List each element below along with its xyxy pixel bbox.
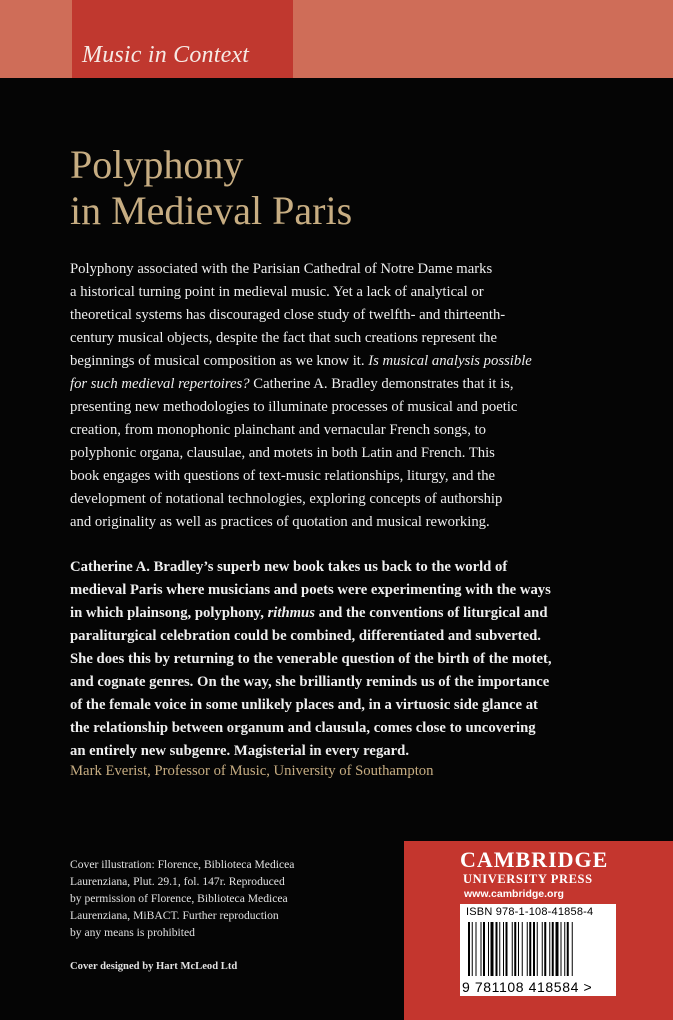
barcode-bar <box>564 922 565 976</box>
barcode-bar <box>552 922 554 976</box>
barcode-bar <box>468 922 470 976</box>
description-text: presenting new methodologies to illuminate processes of musical and poetic <box>70 399 518 415</box>
barcode-bar <box>544 922 546 976</box>
credit-line: by permission of Florence, Biblioteca Medicea <box>70 892 288 905</box>
review-text: the relationship between organum and clausula, comes close to uncovering <box>70 720 536 736</box>
review-line <box>70 648 570 671</box>
credit-line: Cover illustration: Florence, Biblioteca Medicea <box>70 858 295 871</box>
book-title <box>70 142 352 234</box>
barcode-bar <box>537 922 538 976</box>
publisher-name: CAMBRIDGE <box>460 847 609 872</box>
barcode-bar <box>522 922 523 976</box>
barcode <box>460 904 616 996</box>
book-description <box>70 258 570 534</box>
barcode-bar <box>491 922 494 976</box>
review-text: medieval Paris where musicians and poets were experimenting with the ways <box>70 582 551 598</box>
barcode-bar <box>499 922 500 976</box>
publisher-website: www.cambridge.org <box>464 888 564 900</box>
description-text: creation, from monophonic plainchant and vernacular French songs, to <box>70 422 487 438</box>
barcode-bar <box>512 922 513 976</box>
description-line <box>70 488 570 511</box>
isbn-label: ISBN 978-1-108-41858-4 <box>466 906 594 918</box>
description-line <box>70 304 570 327</box>
review-quote <box>70 556 570 763</box>
review-text: of the female voice in some unlikely places and, in a virtuosic side glance at <box>70 697 538 713</box>
description-text: beginnings of musical composition as we know it. <box>70 353 369 369</box>
description-text: a historical turning point in medieval music. Yet a lack of analytical or <box>70 284 484 300</box>
description-line <box>70 465 570 488</box>
publisher-subname: UNIVERSITY PRESS <box>463 872 593 886</box>
description-text: and originality as well as practices of quotation and musical reworking. <box>70 514 490 530</box>
barcode-bar <box>496 922 498 976</box>
review-text: and cognate genres. On the way, she brilliantly reminds us of the importance <box>70 674 550 690</box>
review-line <box>70 671 570 694</box>
review-line <box>70 625 570 648</box>
cover-illustration-credit <box>70 856 294 941</box>
barcode-digits: 9 781108 418584 > <box>462 979 593 995</box>
description-text: book engages with questions of text-music relationships, liturgy, and the <box>70 468 496 484</box>
description-line <box>70 396 570 419</box>
review-text: paraliturgical celebration could be combined, differentiated and subverted. <box>70 628 541 644</box>
description-text: development of notational technologies, exploring concepts of authorship <box>70 491 503 507</box>
description-text: theoretical systems has discouraged close study of twelfth- and thirteenth- <box>70 307 506 323</box>
barcode-bar <box>481 922 482 976</box>
barcode-bar <box>533 922 535 976</box>
description-text: Catherine A. Bradley demonstrates that it is, <box>249 376 514 392</box>
review-attribution: Mark Everist, Professor of Music, University of Southampton <box>70 763 434 779</box>
barcode-bar <box>561 922 562 976</box>
review-line <box>70 556 570 579</box>
book-title-line: in Medieval Paris <box>70 188 353 233</box>
barcode-bar <box>503 922 504 976</box>
description-line <box>70 258 570 281</box>
barcode-bar <box>518 922 519 976</box>
barcode-bar <box>542 922 543 976</box>
review-text: an entirely new subgenre. Magisterial in every regard. <box>70 743 409 759</box>
barcode-bar <box>506 922 508 976</box>
review-line <box>70 602 570 625</box>
review-line <box>70 579 570 602</box>
description-text: for such medieval repertoires? <box>70 376 250 392</box>
description-text: Is musical analysis possible <box>368 353 532 369</box>
review-line <box>70 740 570 763</box>
barcode-bar <box>476 922 477 976</box>
barcode-bar <box>556 922 559 976</box>
barcode-bar <box>514 922 516 976</box>
cover-designer-credit: Cover designed by Hart McLeod Ltd <box>70 961 238 972</box>
description-text: polyphonic organa, clausulae, and motets in both Latin and French. This <box>70 445 495 461</box>
review-text: and the conventions of liturgical and <box>314 605 548 621</box>
review-line <box>70 717 570 740</box>
description-text: Polyphony associated with the Parisian Cathedral of Notre Dame marks <box>70 261 493 277</box>
description-line <box>70 327 570 350</box>
description-text: century musical objects, despite the fact that such creations represent the <box>70 330 497 346</box>
series-label: Music in Context <box>82 42 250 68</box>
description-line <box>70 511 570 534</box>
barcode-bar <box>527 922 528 976</box>
review-text: Catherine A. Bradley’s superb new book takes us back to the world of <box>70 559 508 575</box>
credit-line: Laurenziana, MiBACT. Further reproduction <box>70 909 279 922</box>
barcode-bar <box>488 922 489 976</box>
description-line <box>70 442 570 465</box>
description-line <box>70 419 570 442</box>
publisher-block <box>404 841 673 1020</box>
barcode-bar <box>549 922 550 976</box>
review-text: She does this by returning to the venerable question of the birth of the motet, <box>70 651 552 667</box>
barcode-bar <box>572 922 573 976</box>
description-line <box>70 281 570 304</box>
barcode-bar <box>529 922 531 976</box>
book-title-line: Polyphony <box>70 142 244 187</box>
review-text: in which plainsong, polyphony, <box>70 605 268 621</box>
barcode-bar <box>483 922 485 976</box>
credit-line: by any means is prohibited <box>70 926 195 939</box>
review-text: rithmus <box>267 605 315 621</box>
barcode-bars <box>468 922 608 980</box>
description-line <box>70 373 570 396</box>
barcode-bar <box>472 922 473 976</box>
credit-line: Laurenziana, Plut. 29.1, fol. 147r. Reproduced <box>70 875 285 888</box>
review-line <box>70 694 570 717</box>
barcode-bar <box>567 922 569 976</box>
description-line <box>70 350 570 373</box>
